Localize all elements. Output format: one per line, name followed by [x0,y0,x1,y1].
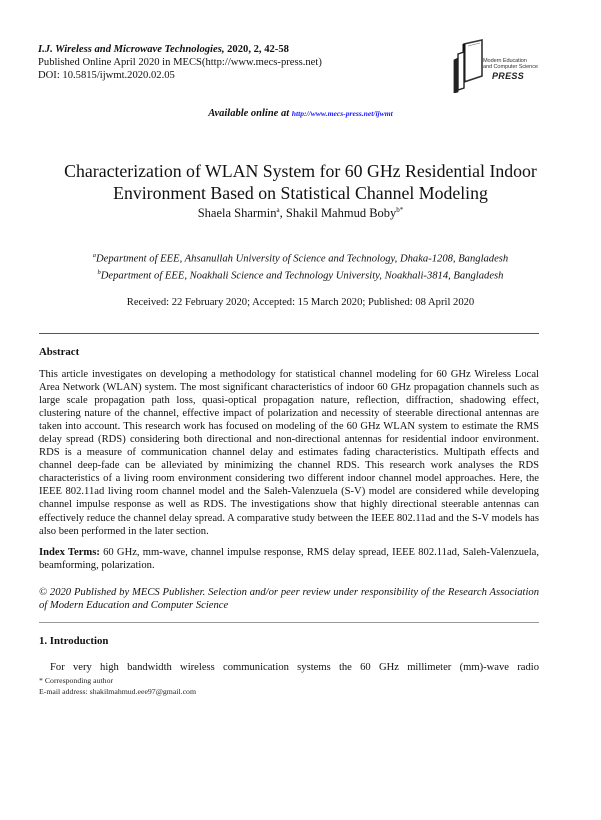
journal-link[interactable]: http://www.mecs-press.net/ijwmt [291,109,393,118]
journal-header [38,43,322,82]
affiliation: $^a$Department of EEE, Ahsanullah University of Science and Technology, Dhaka-1208, Bangladesh [92,252,509,265]
author-email: E-mail address: shakilmahmud.eee97@gmail.com [39,686,197,696]
corresponding-author-note: * Corresponding author [39,676,114,685]
author-affil-mark: b* [396,206,404,214]
publication-dates: Received: 22 February 2020; Accepted: 15 March 2020; Published: 08 April 2020 [126,297,475,308]
divider [39,622,539,623]
index-terms: Index Terms: 60 GHz, mm-wave, channel impulse response, RMS delay spread, IEEE 802.11ad, Saleh-Valenzuela, beamforming, polarization. [39,547,539,572]
logo-text: Modern Education and Computer Science [483,58,538,70]
publisher-logo [452,38,572,93]
affiliation: $^b$Department of EEE, Noakhali Science and Technology University, Noakhali-3814, Bangladesh [97,268,504,282]
published-online: Published Online April 2020 in MECS(http://www.mecs-press.net) [38,57,322,68]
doi: DOI: 10.5815/ijwmt.2020.02.05 [38,70,175,81]
paper-title: Characterization of WLAN System for 60 GHz Residential Indoor Environment Based on Statistical Channel Modeling [64,161,537,203]
copyright-notice: © 2020 Published by MECS Publisher. Selection and/or peer review under responsibility of the Research Association of Modern Education and Computer Science [39,587,539,612]
section-heading: 1. Introduction [39,635,109,647]
journal-citation: I.J. Wireless and Microwave Technologies, 2020, 2, 42-58 [38,44,289,55]
available-online: Available online at http://www.mecs-press.net/ijwmt [208,108,393,119]
author-list: Shaela Sharmin$^a$, Shakil Mahmud Boby$^{b*}$ [197,206,404,221]
author-affil-mark: a [276,206,280,214]
abstract-heading: Abstract [39,346,80,358]
author-name: Shakil Mahmud Boby [285,206,397,221]
intro-text: For very high bandwidth wireless communication systems the 60 GHz millimeter (mm)-wave radio [50,662,539,673]
footnote [39,676,196,697]
divider [39,333,539,334]
affiliations [0,249,601,282]
logo-press: PRESS [492,71,525,81]
author-name: Shaela Sharmin [197,206,277,221]
abstract-text: This article investigates on developing a methodology for statistical channel modeling for 60 GHz Wireless Local Area Network (WLAN) system. The most significant characteristics of indoor 60 GHz propagation channels such as large scale propagation path loss, quasi-optical propagation nature, reflection, diffraction, shadowing effect, clustering nature of the channel, effective impact of polarization and necessity of steerable directional antennas are taken into account. This research work has focused on modeling of the 60 GHz WLAN system to estimate the RMS delay spread (RDS) considering both directional and non-directional antennas for residential indoor environment. RDS is a measure of communication channel delay and estimates fading characteristics. Multipath effects and channel deep-fade can be alleviated by minimizing the channel RDS. This research work analyses the RDS characteristics of a living room environment considering two different indoor channel model approaches. Here, the IEEE 802.11ad living room channel model and the Saleh-Valenzuela (S-V) model are considered while developing channel impulse response as well as RDS. The investigations show that highly directional steerable antennas can effectively reduce the channel delay spread. A comparative study between the IEEE 802.11ad and the S-V models has also been performed in the later section. [39,369,539,537]
index-terms-label: Index Terms: [39,547,100,558]
